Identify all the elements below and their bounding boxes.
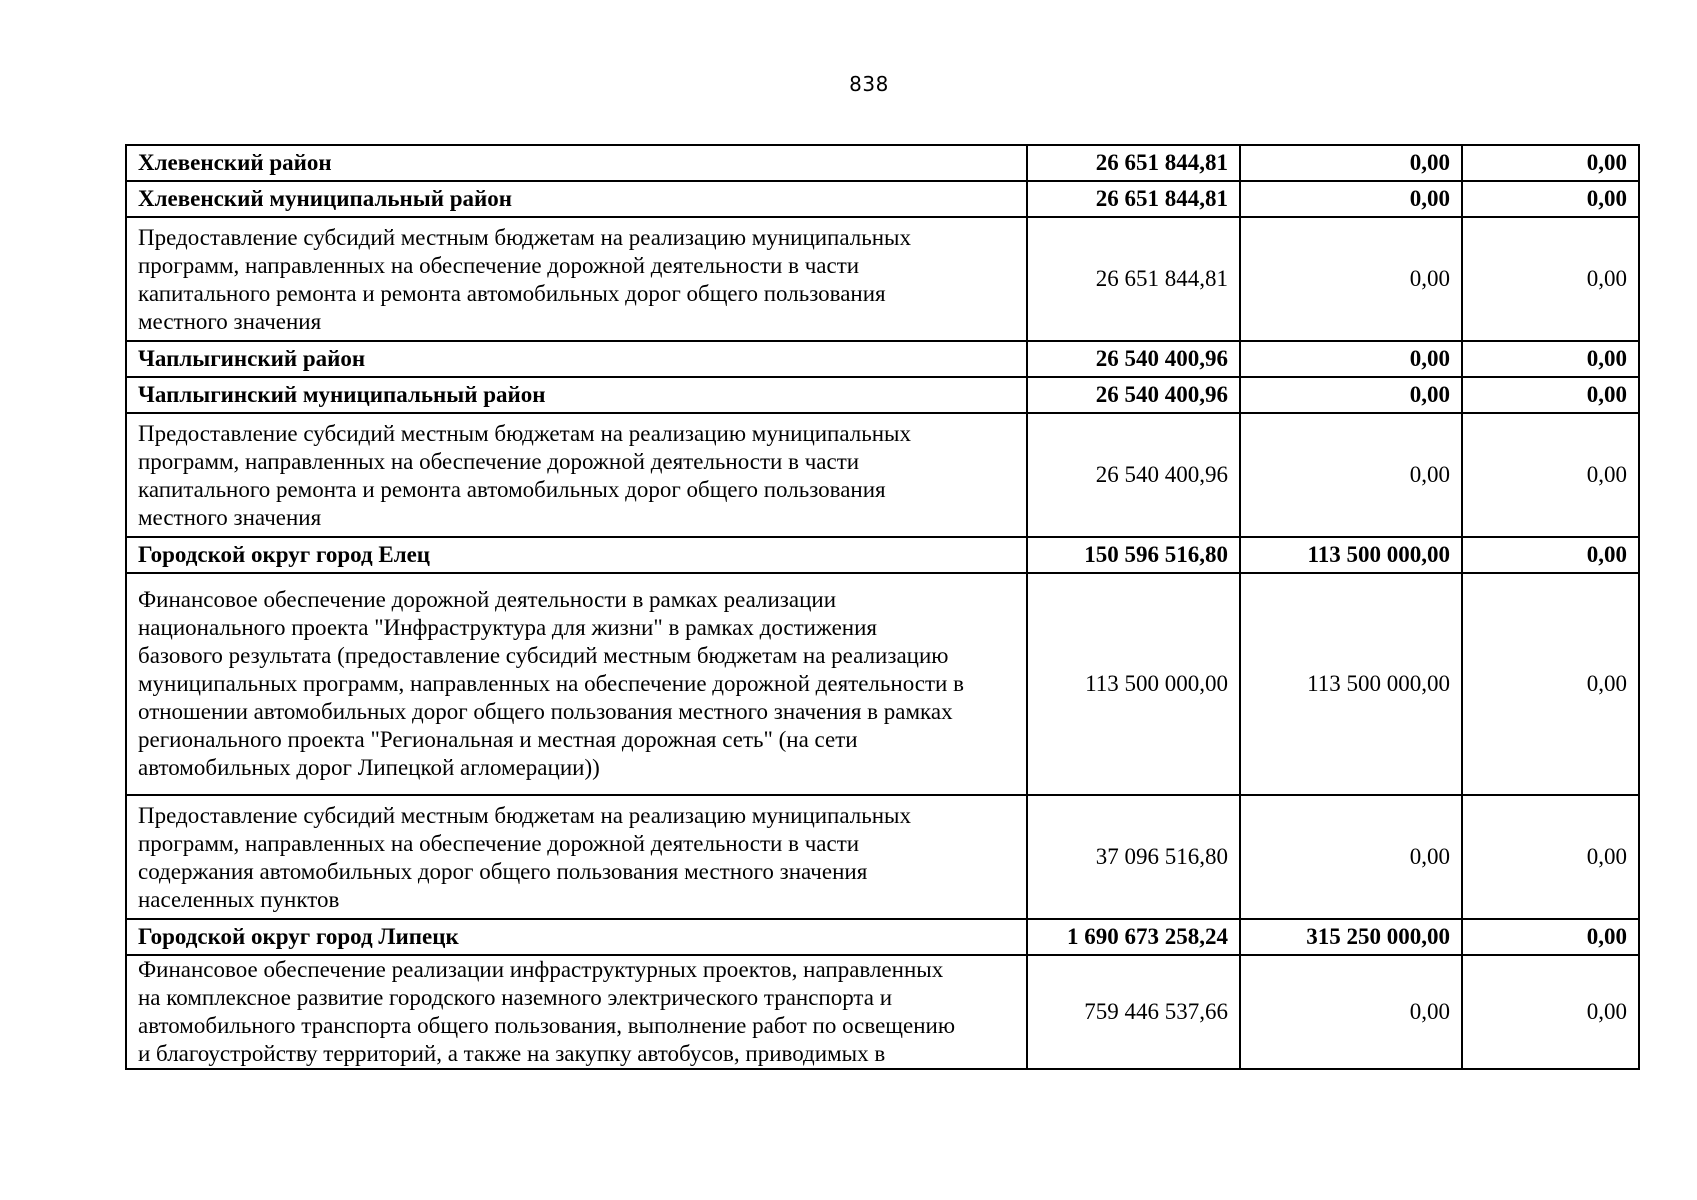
row-value-3: 0,00: [1462, 955, 1639, 1069]
table-row: [126, 413, 1639, 537]
row-value-3: 0,00: [1462, 145, 1639, 181]
row-value-1: 26 651 844,81: [1027, 217, 1240, 341]
row-name-text: Предоставление субсидий местным бюджетам на реализацию муниципальных программ, направленных на обеспечение дорожной деятельности в части капитального ремонта и ремонта автомобильных дорог общего пользования местного значения: [138, 421, 912, 530]
row-value-1: 26 540 400,96: [1027, 413, 1240, 537]
page-number: 838: [849, 72, 889, 96]
row-name: Чаплыгинский муниципальный район: [126, 377, 1027, 413]
row-name-text: Финансовое обеспечение дорожной деятельности в рамках реализации национального проекта "Инфраструктура для жизни" в рамках достижения базового результата (предоставление субсидий местным бюджетам на реализацию муниципальных программ, направленных на обеспечение дорожной деятельности в отношении автомобильных дорог общего пользования местного значения в рамках регионального проекта "Региональная и местная дорожная сеть" (на сети автомобильных дорог Липецкой агломерации)): [138, 587, 964, 780]
row-name-text: Предоставление субсидий местным бюджетам на реализацию муниципальных программ, направленных на обеспечение дорожной деятельности в части капитального ремонта и ремонта автомобильных дорог общего пользования местного значения: [138, 225, 912, 334]
row-name: Хлевенский муниципальный район: [126, 181, 1027, 217]
row-name: Чаплыгинский район: [126, 341, 1027, 377]
row-value-1: 26 540 400,96: [1027, 341, 1240, 377]
row-value-3: 0,00: [1462, 919, 1639, 955]
row-value-2: 113 500 000,00: [1240, 573, 1462, 795]
row-name: [126, 217, 1027, 341]
table-row: [126, 181, 1639, 217]
row-name-text: Финансовое обеспечение реализации инфраструктурных проектов, направленных на комплексное развитие городского наземного электрического транспорта и автомобильного транспорта общего пользования, выполнение работ по освещению и благоустройству территорий, а также на закупку автобусов, приводимых в: [138, 957, 956, 1066]
row-name: [126, 413, 1027, 537]
row-name: [126, 955, 1027, 1069]
table-row: [126, 919, 1639, 955]
row-name-text: Предоставление субсидий местным бюджетам на реализацию муниципальных программ, направленных на обеспечение дорожной деятельности в части содержания автомобильных дорог общего пользования местного значения населенных пунктов: [138, 803, 912, 912]
row-value-1: 26 651 844,81: [1027, 145, 1240, 181]
row-value-1: 759 446 537,66: [1027, 955, 1240, 1069]
row-value-2: 0,00: [1240, 413, 1462, 537]
table-row: [126, 537, 1639, 573]
row-value-2: 0,00: [1240, 341, 1462, 377]
row-value-1: 1 690 673 258,24: [1027, 919, 1240, 955]
row-value-1: 26 540 400,96: [1027, 377, 1240, 413]
row-value-3: 0,00: [1462, 377, 1639, 413]
table-row: [126, 795, 1639, 919]
row-value-3: 0,00: [1462, 573, 1639, 795]
row-value-1: 26 651 844,81: [1027, 181, 1240, 217]
budget-table: [125, 144, 1640, 1070]
table-row: [126, 955, 1639, 1069]
row-value-3: 0,00: [1462, 341, 1639, 377]
table-row: [126, 573, 1639, 795]
row-value-2: 113 500 000,00: [1240, 537, 1462, 573]
row-name: Городской округ город Липецк: [126, 919, 1027, 955]
row-value-1: 37 096 516,80: [1027, 795, 1240, 919]
row-value-2: 0,00: [1240, 795, 1462, 919]
row-value-2: 0,00: [1240, 955, 1462, 1069]
row-name: [126, 795, 1027, 919]
row-value-2: 0,00: [1240, 145, 1462, 181]
table-row: [126, 377, 1639, 413]
row-value-2: 315 250 000,00: [1240, 919, 1462, 955]
row-value-3: 0,00: [1462, 217, 1639, 341]
table-row: [126, 341, 1639, 377]
row-value-1: 150 596 516,80: [1027, 537, 1240, 573]
table-row: [126, 217, 1639, 341]
row-value-2: 0,00: [1240, 377, 1462, 413]
row-value-3: 0,00: [1462, 181, 1639, 217]
row-name: Хлевенский район: [126, 145, 1027, 181]
row-value-2: 0,00: [1240, 217, 1462, 341]
table-row: [126, 145, 1639, 181]
row-value-1: 113 500 000,00: [1027, 573, 1240, 795]
row-value-3: 0,00: [1462, 413, 1639, 537]
row-name: Городской округ город Елец: [126, 537, 1027, 573]
row-value-2: 0,00: [1240, 181, 1462, 217]
row-value-3: 0,00: [1462, 537, 1639, 573]
row-name: [126, 573, 1027, 795]
row-value-3: 0,00: [1462, 795, 1639, 919]
